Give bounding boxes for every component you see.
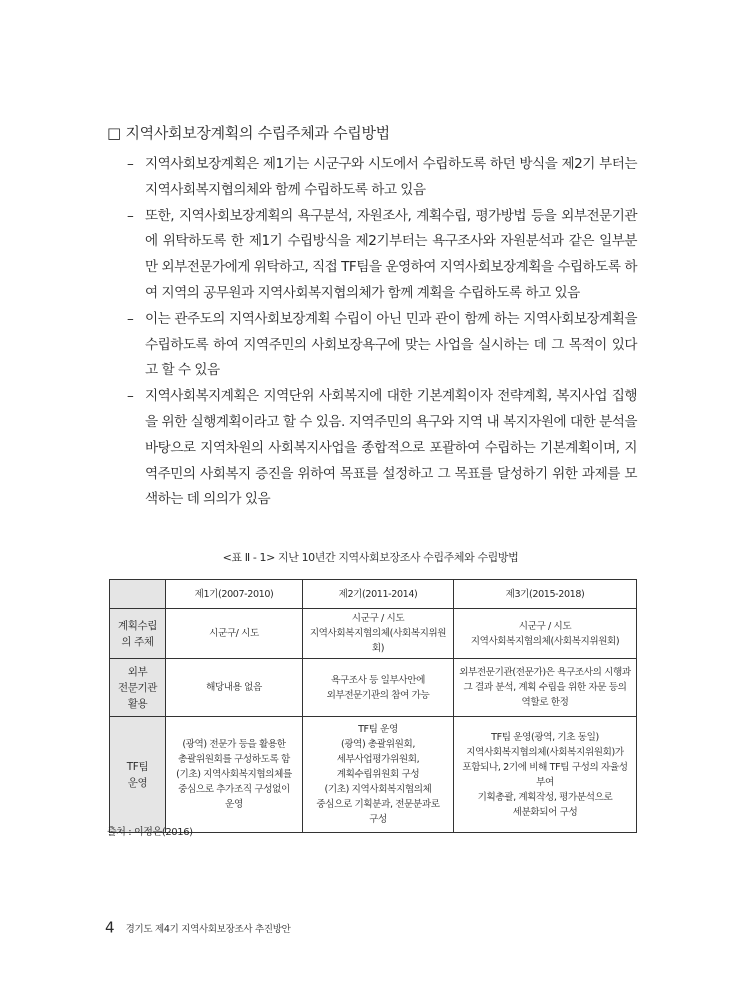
table-corner-cell: [110, 580, 166, 609]
row-header: 계획수립 의 주체: [110, 609, 166, 659]
page-footer: [105, 917, 290, 937]
table-row: [110, 609, 637, 659]
bullet-list: [127, 152, 637, 513]
footer-text: 경기도 제4기 지역사회보장조사 추진방안: [125, 923, 291, 935]
bullet-dash: –: [127, 207, 134, 224]
bullet-item-4: [127, 384, 637, 513]
column-header: 제1기(2007-2010): [166, 580, 303, 609]
table-source: 출처 : 이정은(2016): [107, 827, 193, 838]
bullet-item-3: [127, 307, 637, 384]
section-title-text: 지역사회보장계획의 수립주체과 수립방법: [125, 124, 390, 142]
row-header: TF팀 운영: [110, 717, 166, 833]
table-cell: 해당내용 없음: [166, 659, 303, 717]
table-cell: 외부전문기관(전문가)은 욕구조사의 시행과 그 결과 분석, 계획 수립을 위한 자문 등의 역할로 한정: [454, 659, 637, 717]
table-cell: (광역) 전문가 등을 활용한 총괄위원회를 구성하도록 함 (기초) 지역사회복지협의체를 중심으로 추가조직 구성없이 운영: [166, 717, 303, 833]
row-header: 외부 전문기관 활용: [110, 659, 166, 717]
bullet-item-1: [127, 152, 637, 204]
column-header: 제2기(2011-2014): [303, 580, 454, 609]
section-title: [107, 122, 390, 143]
table-cell: 욕구조사 등 일부사안에 외부전문기관의 참여 가능: [303, 659, 454, 717]
table-cell: TF팀 운영(광역, 기초 동일) 지역사회복지협의체(사회복지위원회)가 포함되나, 2기에 비해 TF팀 구성의 자율성 부여 기획총괄, 계획작성, 평가분석으로 세분화되어 구성: [454, 717, 637, 833]
bullet-text: 지역사회복지계획은 지역단위 사회복지에 대한 기본계획이자 전략계획, 복지사업 집행을 위한 실행계획이라고 할 수 있음. 지역주민의 욕구와 지역 내 복지자원에 대한 분석을 바탕으로 지역차원의 사회복지사업을 종합적으로 포괄하여 수립하는 기본계획이며, 지역주민의 사회복지 증진을 위하여 목표를 설정하고 그 목표를 달성하기 위한 과제를 모색하는 데 의의가 있음: [145, 388, 637, 508]
bullet-dash: –: [127, 310, 134, 327]
table-row: [110, 717, 637, 833]
table-cell: TF팀 운영 (광역) 총괄위원회, 세부사업평가위원회, 계획수립위원회 구성 (기초) 지역사회복지협의체 중심으로 기획분과, 전문분과로 구성: [303, 717, 454, 833]
table-row: [110, 659, 637, 717]
column-header: 제3기(2015-2018): [454, 580, 637, 609]
table-cell: 시군구/ 시도: [166, 609, 303, 659]
section-marker: □: [107, 124, 121, 142]
table-cell: 시군구 / 시도 지역사회복지협의체(사회복지위원회): [303, 609, 454, 659]
table-caption: <표 Ⅱ - 1> 지난 10년간 지역사회보장조사 수립주체와 수립방법: [222, 551, 519, 564]
bullet-dash: –: [127, 388, 134, 405]
table-cell: 시군구 / 시도 지역사회복지협의체(사회복지위원회): [454, 609, 637, 659]
bullet-text: 지역사회보장계획은 제1기는 시군구와 시도에서 수립하도록 하던 방식을 제2기 부터는 지역사회복지협의체와 함께 수립하도록 하고 있음: [145, 156, 637, 198]
bullet-text: 이는 관주도의 지역사회보장계획 수립이 아닌 민과 관이 함께 하는 지역사회보장계획을 수립하도록 하여 지역주민의 사회보장욕구에 맞는 사업을 실시하는 데 그 목적이 있다고 할 수 있음: [145, 310, 638, 379]
table-header-row: [110, 580, 637, 609]
bullet-dash: –: [127, 156, 134, 172]
bullet-text: 또한, 지역사회보장계획의 욕구분석, 자원조사, 계획수립, 평가방법 등을 외부전문기관에 위탁하도록 한 제1기 수립방식을 제2기부터는 욕구조사와 자원분석과 같은 일부분만 외부전문가에게 위탁하고, 직접 TF팀을 운영하여 지역사회보장계획을 수립하도록 하여 지역의 공무원과 지역사회복지협의체가 함께 계획을 수립하도록 하고 있음: [145, 207, 637, 301]
page-number: 4: [105, 918, 115, 937]
bullet-item-2: [127, 204, 637, 307]
comparison-table: [109, 579, 637, 833]
